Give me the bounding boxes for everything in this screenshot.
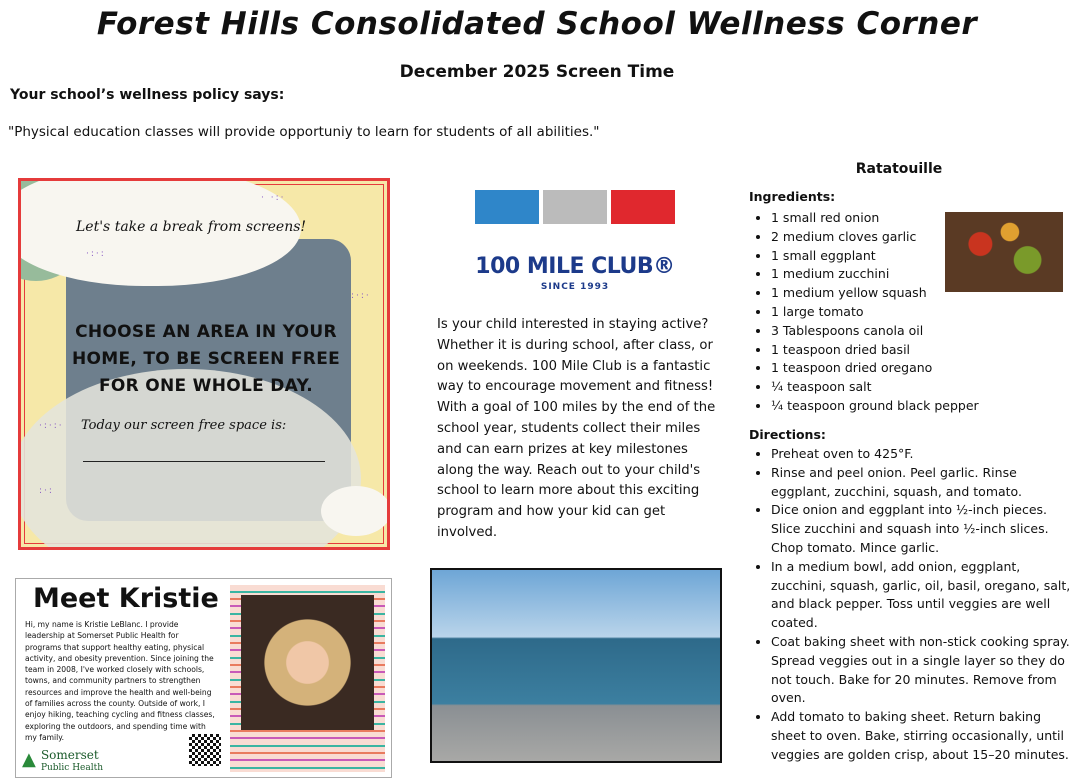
logo-runner-icon — [543, 190, 607, 224]
list-item: • Preheat oven to 425°F. — [771, 445, 1071, 464]
poster-main-text: CHOOSE AN AREA IN YOUR HOME, TO BE SCREEN FREE FOR ONE WHOLE DAY. — [71, 322, 341, 396]
recipe-title: Ratatouille — [855, 161, 943, 177]
logo-line2: Public Health — [40, 763, 104, 773]
kristie-bio: Hi, my name is Kristie LeBlanc. I provide leadership at Somerset Public Health for programs that support healthy eating, physical activity, and obesity prevention. Since joining the team in 2008, I've worked closely with schools, towns, and community partners to strengthen resources and improve the health and well-being of families across the county. Outside of work, I enjoy hiking, teaching cycling and fitness classes, exploring the outdoors, and spending time with my family. — [25, 620, 215, 742]
100-mile-club-logo — [475, 190, 675, 296]
decor-blob — [321, 486, 390, 536]
list-item: • Rinse and peel onion. Peel garlic. Rinse eggplant, zucchini, squash, and tomato. — [771, 464, 1071, 502]
confetti-decor: :·: — [39, 486, 54, 496]
striped-photo-frame — [230, 585, 385, 772]
ingredients-label: Ingredients: — [749, 189, 836, 204]
list-item: • 1 medium zucchini — [771, 265, 979, 284]
list-item: • Dice onion and eggplant into ½-inch pieces. Slice zucchini and squash into ½-inch slices. Chop tomato. Mince garlic. — [771, 501, 1071, 557]
policy-label: Your school’s wellness policy says: — [10, 87, 285, 103]
tree-icon: ▲ — [22, 749, 36, 770]
logo-red-bar — [611, 190, 675, 224]
logo-name: 100 MILE CLUB® — [475, 254, 675, 279]
logo-line1: Somerset — [40, 748, 99, 762]
directions-list — [749, 445, 1071, 765]
qr-code[interactable] — [189, 734, 221, 766]
screen-free-poster — [18, 178, 390, 550]
confetti-decor: :·:· — [351, 291, 371, 301]
logo-blue-bar — [475, 190, 539, 224]
somerset-logo — [22, 749, 103, 774]
list-item: • 1 medium yellow squash — [771, 284, 979, 303]
poster-prompt: Today our screen free space is: — [81, 418, 287, 433]
list-item: • Add tomato to baking sheet. Return baking sheet to oven. Bake, stirring occasionally, until veggies are golden crisp, about 15–20 minutes. — [771, 708, 1071, 764]
list-item: • 3 Tablespoons canola oil — [771, 322, 979, 341]
break-text: Let's take a break from screens! — [76, 219, 307, 235]
students-walking-photo — [430, 568, 722, 763]
policy-quote: "Physical education classes will provide opportuniy to learn for students of all abilities." — [8, 124, 600, 140]
directions-label: Directions: — [749, 427, 826, 442]
list-item: • Coat baking sheet with non-stick cooking spray. Spread veggies out in a single layer so they do not touch. Bake for 20 minutes. Remove from oven. — [771, 633, 1071, 708]
list-item: • 1 small eggplant — [771, 247, 979, 266]
kristie-photo — [241, 595, 374, 730]
list-item: • ¼ teaspoon salt — [771, 378, 979, 397]
confetti-decor: ·:·:· — [39, 421, 64, 431]
list-item: • 1 small red onion — [771, 209, 979, 228]
logo-since: SINCE 1993 — [540, 282, 610, 292]
list-item: • In a medium bowl, add onion, eggplant, zucchini, squash, garlic, oil, basil, oregano, salt, and black pepper. Toss until veggies are well coated. — [771, 558, 1071, 633]
meet-kristie-card — [15, 578, 392, 778]
page-subtitle: December 2025 Screen Time — [399, 62, 675, 82]
fill-in-line — [83, 461, 325, 462]
list-item: • 1 teaspoon dried oregano — [771, 359, 979, 378]
list-item: • ¼ teaspoon ground black pepper — [771, 397, 979, 416]
confetti-decor: ·:·: — [86, 249, 106, 259]
page-title: Forest Hills Consolidated School Wellness Corner — [96, 6, 978, 42]
list-item: • 2 medium cloves garlic — [771, 228, 979, 247]
ratatouille-photo — [945, 212, 1063, 292]
list-item: • 1 teaspoon dried basil — [771, 341, 979, 360]
club-description: Is your child interested in staying active? Whether it is during school, after class, or on weekends. 100 Mile Club is a fantastic way to encourage movement and fitness! With a goal of 100 miles by the end of the school year, students collect their miles and can earn prizes at key milestones along the way. Reach out to your child's school to learn more about this exciting program and how your kid can get involved. — [437, 317, 716, 540]
list-item: • 1 large tomato — [771, 303, 979, 322]
kristie-heading: Meet Kristie — [33, 583, 219, 614]
confetti-decor: · ·:· — [261, 193, 286, 203]
